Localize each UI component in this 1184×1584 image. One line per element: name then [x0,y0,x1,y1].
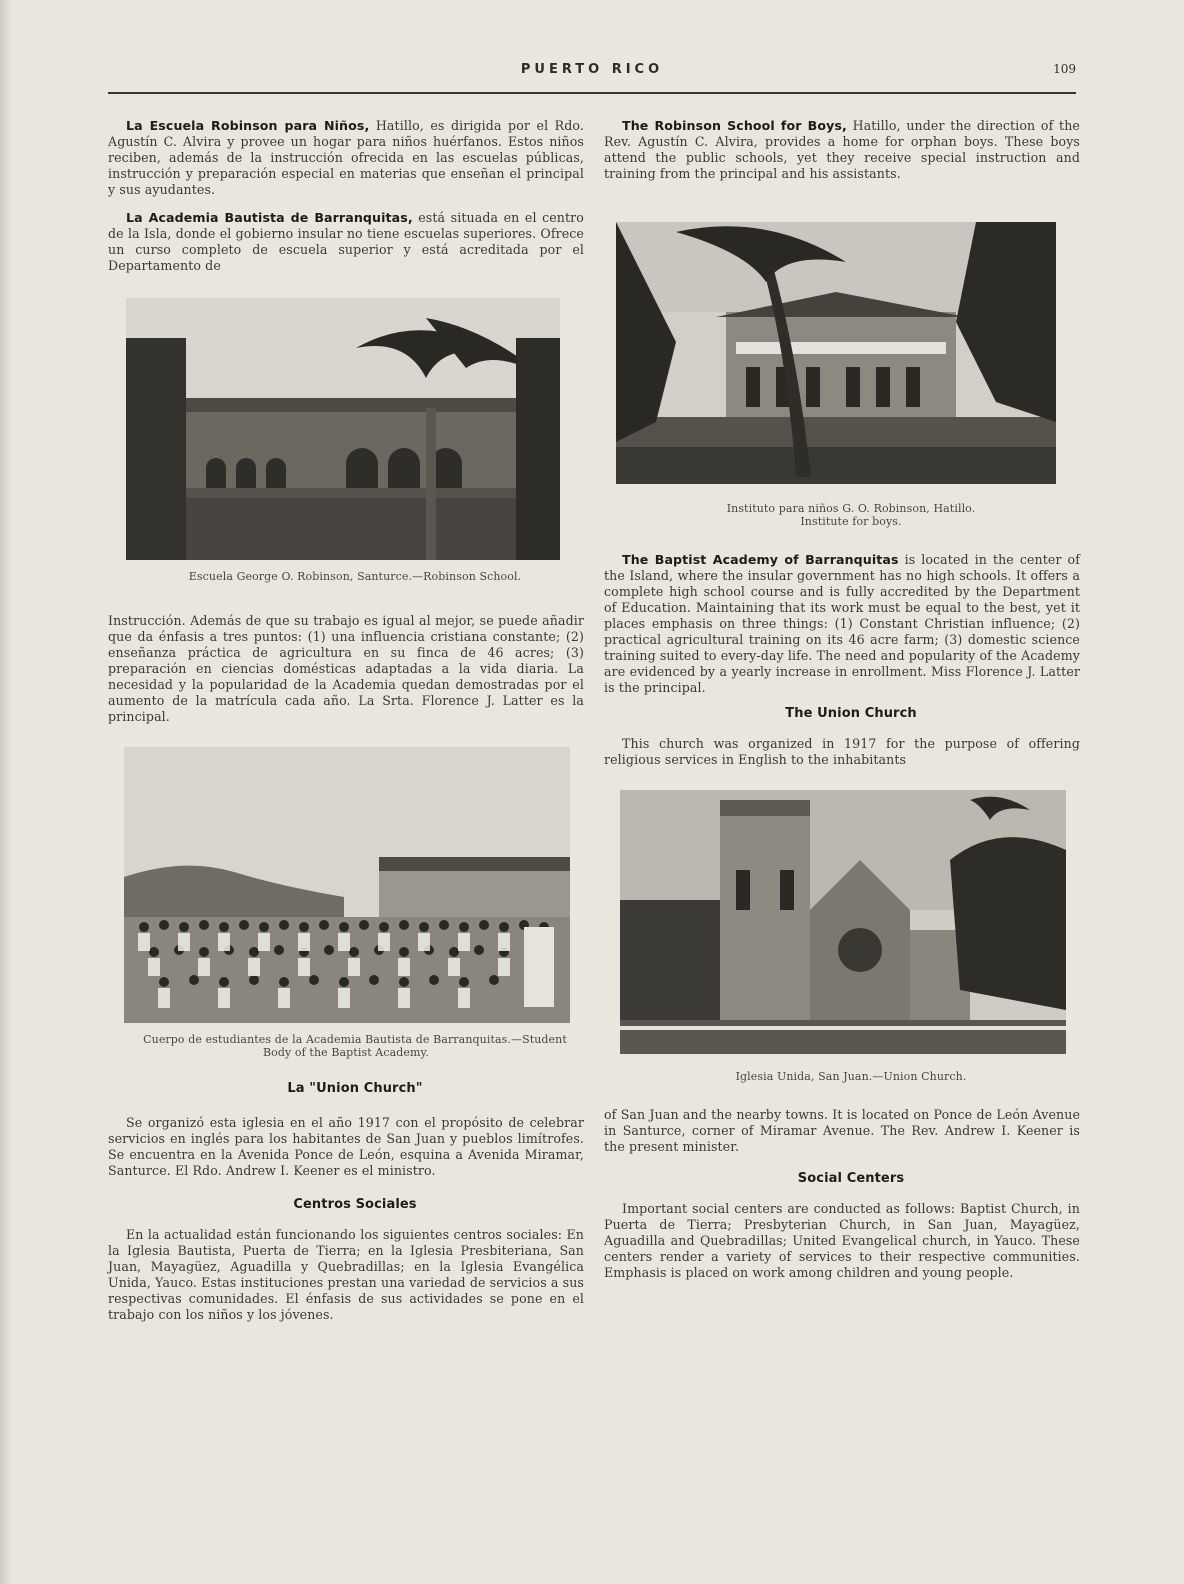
photo-robinson-institute-caption-line2: Institute for boys. [800,515,902,528]
robinson-text-en: Hatillo, under the direction of the Rev. Agustín C. Alvira, provides a home for orphan boys. These boys attend the public schools, yet they receive special instruction and training from the principal and his assistants. [604,118,1080,181]
photo-robinson-school-illustration [126,298,560,560]
union-church-paragraph-es: Se organizó esta iglesia en el año 1917 con el propósito de celebrar servicios en inglés para los habitantes de San Juan y pueblos limítrofes. Se encuentra en la Avenida Ponce de León, esquina a Avenida Miramar, Santurce. El Rdo. Andrew I. Keener es el ministro. [108,1115,584,1178]
photo-union-church-caption: Iglesia Unida, San Juan.—Union Church. [735,1070,967,1083]
robinson-text-es: Hatillo, es dirigida por el Rdo. Agustín C. Alvira y provee un hogar para niños huérfanos. Estos niños reciben, además de la instrucción ofrecida en las escuelas públicas, instrucción y preparación especial en materias que enseñan el principal y sus ayudantes. [108,118,584,197]
page-number: 109 [1053,62,1076,76]
academy-lead-en: The Baptist Academy of Barranquitas [622,552,899,567]
academia-paragraph-es [108,210,584,274]
running-head: PUERTO RICO [520,62,664,77]
robinson-paragraph-en [604,118,1080,182]
union-church-heading-es: La "Union Church" [287,1081,423,1096]
union-church-heading-en: The Union Church [785,706,917,721]
photo-robinson-institute-illustration [616,222,1056,484]
academy-text-en: is located in the center of the Island, where the insular government has no high schools. It offers a complete high school course and is fully accredited by the Department of Education. Maintaining that its work must be equal to the best, yet it places emphasis on three things: (1) Constant Christian influence; (2) practical agricultural training on its 46 acre farm; (3) domestic science training suited to every-day life. The need and popularity of the Academy are evidenced by a yearly increase in enrollment. Miss Florence J. Latter is the principal. [604,552,1080,695]
union-church-paragraph-en-2: of San Juan and the nearby towns. It is located on Ponce de León Avenue in Santurce, corner of Miramar Avenue. The Rev. Andrew I. Keener is the present minister. [604,1107,1080,1154]
photo-student-body [124,747,570,1023]
page-header [108,58,1076,94]
academia-text-es: está situada en el centro de la Isla, donde el gobierno insular no tiene escuelas superiores. Ofrece un curso completo de escuela superior y está acreditada por el Departamento de [108,210,584,273]
photo-robinson-institute-caption-line1: Instituto para niños G. O. Robinson, Hatillo. [726,502,976,515]
right-column [604,118,1080,1281]
photo-robinson-institute-hatillo [616,222,1056,484]
photo-robinson-school-caption: Escuela George O. Robinson, Santurce.—Robinson School. [188,570,522,583]
social-centers-heading: Social Centers [797,1171,905,1186]
union-church-paragraph-en-1: This church was organized in 1917 for the purpose of offering religious services in English to the inhabitants [604,736,1080,767]
academy-paragraph-en [604,552,1080,696]
centros-sociales-heading: Centros Sociales [293,1197,417,1212]
instruccion-paragraph-es: Instrucción. Además de que su trabajo es igual al mejor, se puede añadir que da énfasis a tres puntos: (1) una influencia cristiana constante; (2) enseñanza práctica de agricultura en su finca de 46 acres; (3) preparación en ciencias domésticas adaptadas a la vida diaria. La necesidad y la popularidad de la Academia quedan demostradas por el aumento de la matrícula cada año. La Srta. Florence J. Latter es la principal. [108,613,584,724]
academia-lead-es: La Academia Bautista de Barranquitas, [126,210,413,225]
robinson-lead-es: La Escuela Robinson para Niños, [126,118,370,133]
photo-student-body-illustration [124,747,570,1023]
left-column [108,118,584,1323]
photo-student-body-caption: Cuerpo de estudiantes de la Academia Bautista de Barranquitas.—Student Body of the Baptist Academy. [143,1033,567,1059]
robinson-lead-en: The Robinson School for Boys, [622,118,847,133]
robinson-paragraph-es [108,118,584,198]
page-binding-edge [0,0,12,1584]
photo-union-church [620,790,1066,1054]
centros-sociales-paragraph: En la actualidad están funcionando los siguientes centros sociales: En la Iglesia Bautista, Puerta de Tierra; en la Iglesia Presbiteriana, San Juan, Mayagüez, Aguadilla y Quebradillas; en la Iglesia Evangélica Unida, Yauco. Estas instituciones prestan una variedad de servicios a sus respectivas comunidades. El énfasis de sus actividades se pone en el trabajo con los niños y los jóvenes. [108,1227,584,1322]
social-centers-paragraph: Important social centers are conducted as follows: Baptist Church, in Puerta de Tierra; Presbyterian Church, in San Juan, Mayagüez, Aguadilla and Quebradillas; United Evangelical church, in Yauco. These centers render a variety of services to their respective communities. Emphasis is placed on work among children and young people. [604,1201,1080,1280]
photo-robinson-school-santurce [126,298,560,560]
photo-union-church-illustration [620,790,1066,1054]
